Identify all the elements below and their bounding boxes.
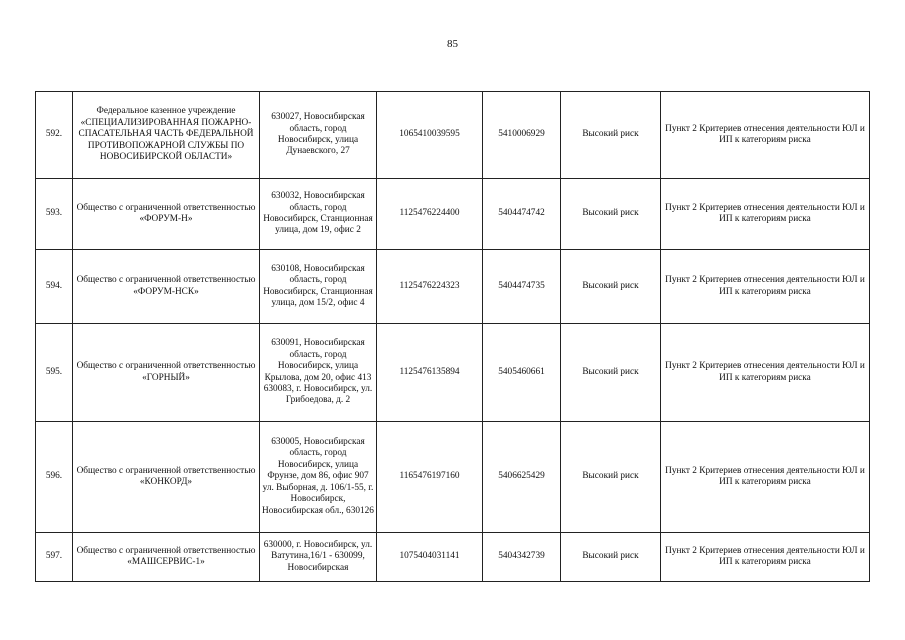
address-line: 630005, Новосибирская область, город Новосибирск, улица Фрунзе, дом 86, офис 907	[267, 437, 369, 482]
table-row	[36, 179, 870, 250]
risk-category: Высокий риск	[561, 533, 661, 582]
risk-basis: Пункт 2 Критериев отнесения деятельности ЮЛ и ИП к категориям риска	[661, 250, 870, 324]
table-row	[36, 92, 870, 179]
risk-category: Высокий риск	[561, 324, 661, 422]
table-row	[36, 422, 870, 533]
ogrn: 1125476135894	[377, 324, 483, 422]
organization-address	[260, 533, 377, 582]
risk-category: Высокий риск	[561, 92, 661, 179]
row-number: 592.	[36, 92, 73, 179]
row-number: 593.	[36, 179, 73, 250]
row-number: 597.	[36, 533, 73, 582]
organization-name: Общество с ограниченной ответственностью «ФОРУМ-НСК»	[73, 250, 260, 324]
address-line: 630091, Новосибирская область, город Новосибирск, улица Крылова, дом 20, офис 413	[264, 338, 372, 383]
organization-name: Федеральное казенное учреждение «СПЕЦИАЛИЗИРОВАННАЯ ПОЖАРНО-СПАСАТЕЛЬНАЯ ЧАСТЬ ФЕДЕРАЛЬНОЙ ПРОТИВОПОЖАРНОЙ СЛУЖБЫ ПО НОВОСИБИРСКОЙ ОБЛАСТИ»	[73, 92, 260, 179]
inn: 5405460661	[483, 324, 561, 422]
address-line: 630083, г. Новосибирск, ул. Грибоедова, д. 2	[263, 383, 373, 406]
address-line: 630032, Новосибирская область, город Новосибирск, Станционная улица, дом 19, офис 2	[263, 191, 373, 236]
ogrn: 1065410039595	[377, 92, 483, 179]
risk-basis: Пункт 2 Критериев отнесения деятельности ЮЛ и ИП к категориям риска	[661, 422, 870, 533]
row-number: 595.	[36, 324, 73, 422]
registry-body	[36, 92, 870, 582]
address-line: 630108, Новосибирская область, город Новосибирск, Станционная улица, дом 15/2, офис 4	[263, 263, 373, 308]
risk-category: Высокий риск	[561, 422, 661, 533]
address-line: 630027, Новосибирская область, город Новосибирск, улица Дунаевского, 27	[271, 112, 365, 157]
risk-basis: Пункт 2 Критериев отнесения деятельности ЮЛ и ИП к категориям риска	[661, 92, 870, 179]
risk-basis: Пункт 2 Критериев отнесения деятельности ЮЛ и ИП к категориям риска	[661, 533, 870, 582]
risk-basis: Пункт 2 Критериев отнесения деятельности ЮЛ и ИП к категориям риска	[661, 179, 870, 250]
risk-category: Высокий риск	[561, 250, 661, 324]
table-row	[36, 250, 870, 324]
address-line: ул. Выборная, д. 106/1-55, г. Новосибирск, Новосибирская обл., 630126	[262, 482, 374, 516]
organization-name: Общество с ограниченной ответственностью «ФОРУМ-Н»	[73, 179, 260, 250]
inn: 5404474735	[483, 250, 561, 324]
ogrn: 1075404031141	[377, 533, 483, 582]
ogrn: 1125476224323	[377, 250, 483, 324]
ogrn: 1165476197160	[377, 422, 483, 533]
inn: 5404474742	[483, 179, 561, 250]
registry-table	[35, 91, 870, 582]
risk-basis: Пункт 2 Критериев отнесения деятельности ЮЛ и ИП к категориям риска	[661, 324, 870, 422]
organization-address	[260, 324, 377, 422]
organization-address	[260, 250, 377, 324]
organization-address	[260, 179, 377, 250]
row-number: 594.	[36, 250, 73, 324]
address-line: 630000, г. Новосибирск, ул. Ватутина,16/1 - 630099, Новосибирская	[263, 539, 373, 573]
inn: 5404342739	[483, 533, 561, 582]
ogrn: 1125476224400	[377, 179, 483, 250]
risk-category: Высокий риск	[561, 179, 661, 250]
organization-name: Общество с ограниченной ответственностью «МАШСЕРВИС-1»	[73, 533, 260, 582]
table-row	[36, 324, 870, 422]
table-row	[36, 533, 870, 582]
inn: 5406625429	[483, 422, 561, 533]
inn: 5410006929	[483, 92, 561, 179]
page-number: 85	[447, 38, 458, 50]
organization-name: Общество с ограниченной ответственностью «ГОРНЫЙ»	[73, 324, 260, 422]
organization-address	[260, 92, 377, 179]
organization-address	[260, 422, 377, 533]
row-number: 596.	[36, 422, 73, 533]
organization-name: Общество с ограниченной ответственностью «КОНКОРД»	[73, 422, 260, 533]
